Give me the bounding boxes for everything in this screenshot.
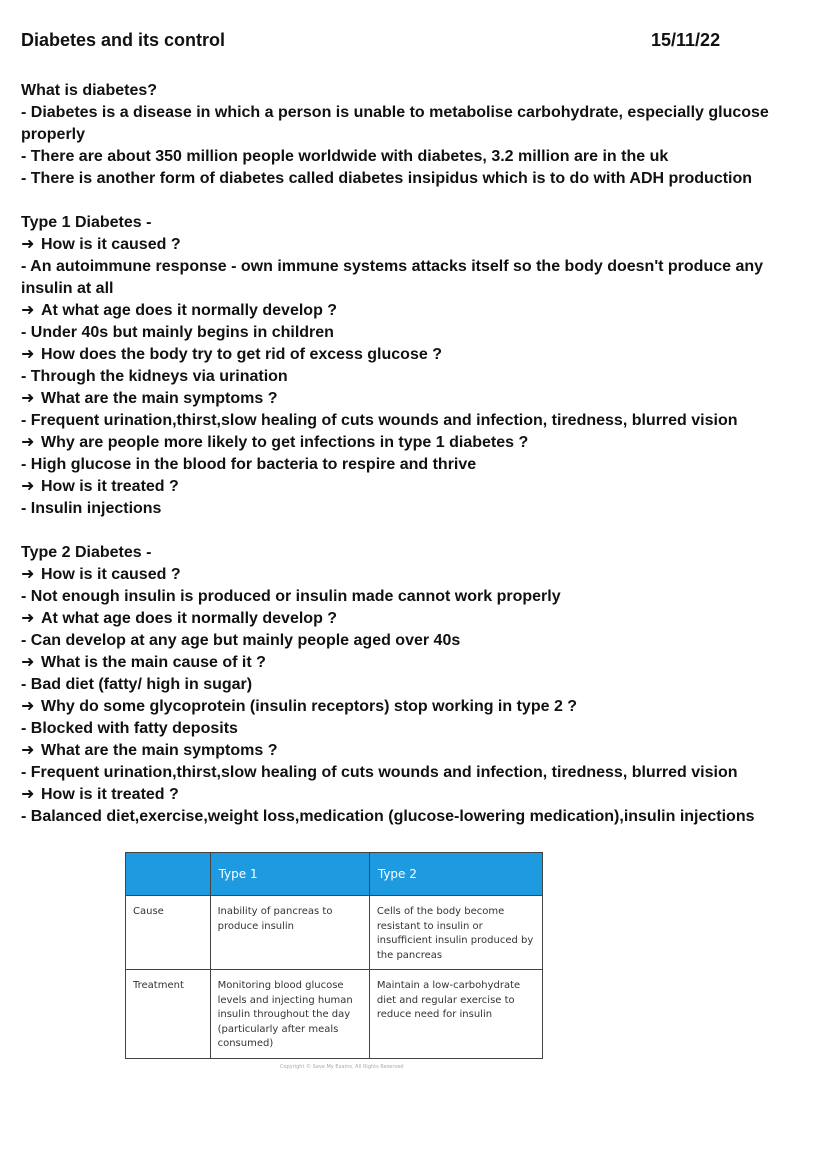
table-row-label: Treatment (126, 970, 211, 1059)
type2-heading: Type 2 Diabetes - (21, 544, 152, 561)
table-header-cell (126, 853, 211, 896)
arrow-icon: ➜ (21, 478, 35, 495)
comparison-table (125, 852, 543, 1059)
type1-heading: Type 1 Diabetes - (21, 214, 152, 231)
type2-question: ➜ At what age does it normally develop ? (21, 608, 811, 630)
arrow-icon: ➜ (21, 610, 35, 627)
type2-question: ➜ What are the main symptoms ? (21, 740, 811, 762)
arrow-icon: ➜ (21, 302, 35, 319)
table-cell: Inability of pancreas to produce insulin (210, 896, 369, 970)
page-header (21, 30, 801, 54)
arrow-icon: ➜ (21, 698, 35, 715)
type1-answer: - Frequent urination,thirst,slow healing of cuts wounds and infection, tiredness, blurred vision (21, 412, 738, 429)
type2-question: ➜ Why do some glycoprotein (insulin receptors) stop working in type 2 ? (21, 696, 811, 718)
type1-question: ➜ How does the body try to get rid of excess glucose ? (21, 344, 811, 366)
table-row-label: Cause (126, 896, 211, 970)
table-header-cell: Type 2 (369, 853, 542, 896)
page-date: 15/11/22 (651, 30, 721, 50)
arrow-icon: ➜ (21, 566, 35, 583)
table-row (126, 896, 543, 970)
type2-answer: - Balanced diet,exercise,weight loss,medication (glucose-lowering medication),insulin injections (21, 808, 755, 825)
arrow-icon: ➜ (21, 786, 35, 803)
type1-answer: - Insulin injections (21, 500, 162, 517)
intro-line: - Diabetes is a disease in which a person is unable to metabolise carbohydrate, especially glucose properly (21, 104, 769, 143)
arrow-icon: ➜ (21, 236, 35, 253)
table-header-row (126, 853, 543, 896)
type1-answer: - Through the kidneys via urination (21, 368, 288, 385)
table-cell: Monitoring blood glucose levels and injecting human insulin throughout the day (particularly after meals consumed) (210, 970, 369, 1059)
type1-question: ➜ At what age does it normally develop ? (21, 300, 811, 322)
type1-question: ➜ How is it caused ? (21, 234, 811, 256)
type1-question: ➜ Why are people more likely to get infections in type 1 diabetes ? (21, 432, 811, 454)
intro-line: - There is another form of diabetes called diabetes insipidus which is to do with ADH production (21, 170, 753, 187)
table-cell: Maintain a low-carbohydrate diet and regular exercise to reduce need for insulin (369, 970, 542, 1059)
arrow-icon: ➜ (21, 742, 35, 759)
type2-question: ➜ What is the main cause of it ? (21, 652, 811, 674)
table-header-cell: Type 1 (210, 853, 369, 896)
type1-answer: - An autoimmune response - own immune systems attacks itself so the body doesn't produce any insulin at all (21, 258, 764, 297)
type1-question: ➜ How is it treated ? (21, 476, 811, 498)
copyright-note: Copyright © Save My Exams. All Rights Reserved (280, 1064, 404, 1070)
type2-question: ➜ How is it treated ? (21, 784, 811, 806)
type2-question: ➜ How is it caused ? (21, 564, 811, 586)
arrow-icon: ➜ (21, 654, 35, 671)
arrow-icon: ➜ (21, 346, 35, 363)
type1-question: ➜ What are the main symptoms ? (21, 388, 811, 410)
page-title: Diabetes and its control (21, 30, 226, 50)
type2-answer: - Bad diet (fatty/ high in sugar) (21, 676, 253, 693)
table-row (126, 970, 543, 1059)
arrow-icon: ➜ (21, 434, 35, 451)
notes-body (21, 80, 811, 828)
type1-answer: - High glucose in the blood for bacteria to respire and thrive (21, 456, 477, 473)
type2-answer: - Can develop at any age but mainly people aged over 40s (21, 632, 461, 649)
intro-question: What is diabetes? (21, 82, 158, 99)
type2-answer: - Blocked with fatty deposits (21, 720, 238, 737)
type1-answer: - Under 40s but mainly begins in children (21, 324, 334, 341)
arrow-icon: ➜ (21, 390, 35, 407)
type2-answer: - Frequent urination,thirst,slow healing of cuts wounds and infection, tiredness, blurred vision (21, 764, 738, 781)
table-cell: Cells of the body become resistant to insulin or insufficient insulin produced by the pancreas (369, 896, 542, 970)
intro-line: - There are about 350 million people worldwide with diabetes, 3.2 million are in the uk (21, 148, 669, 165)
type2-answer: - Not enough insulin is produced or insulin made cannot work properly (21, 588, 561, 605)
